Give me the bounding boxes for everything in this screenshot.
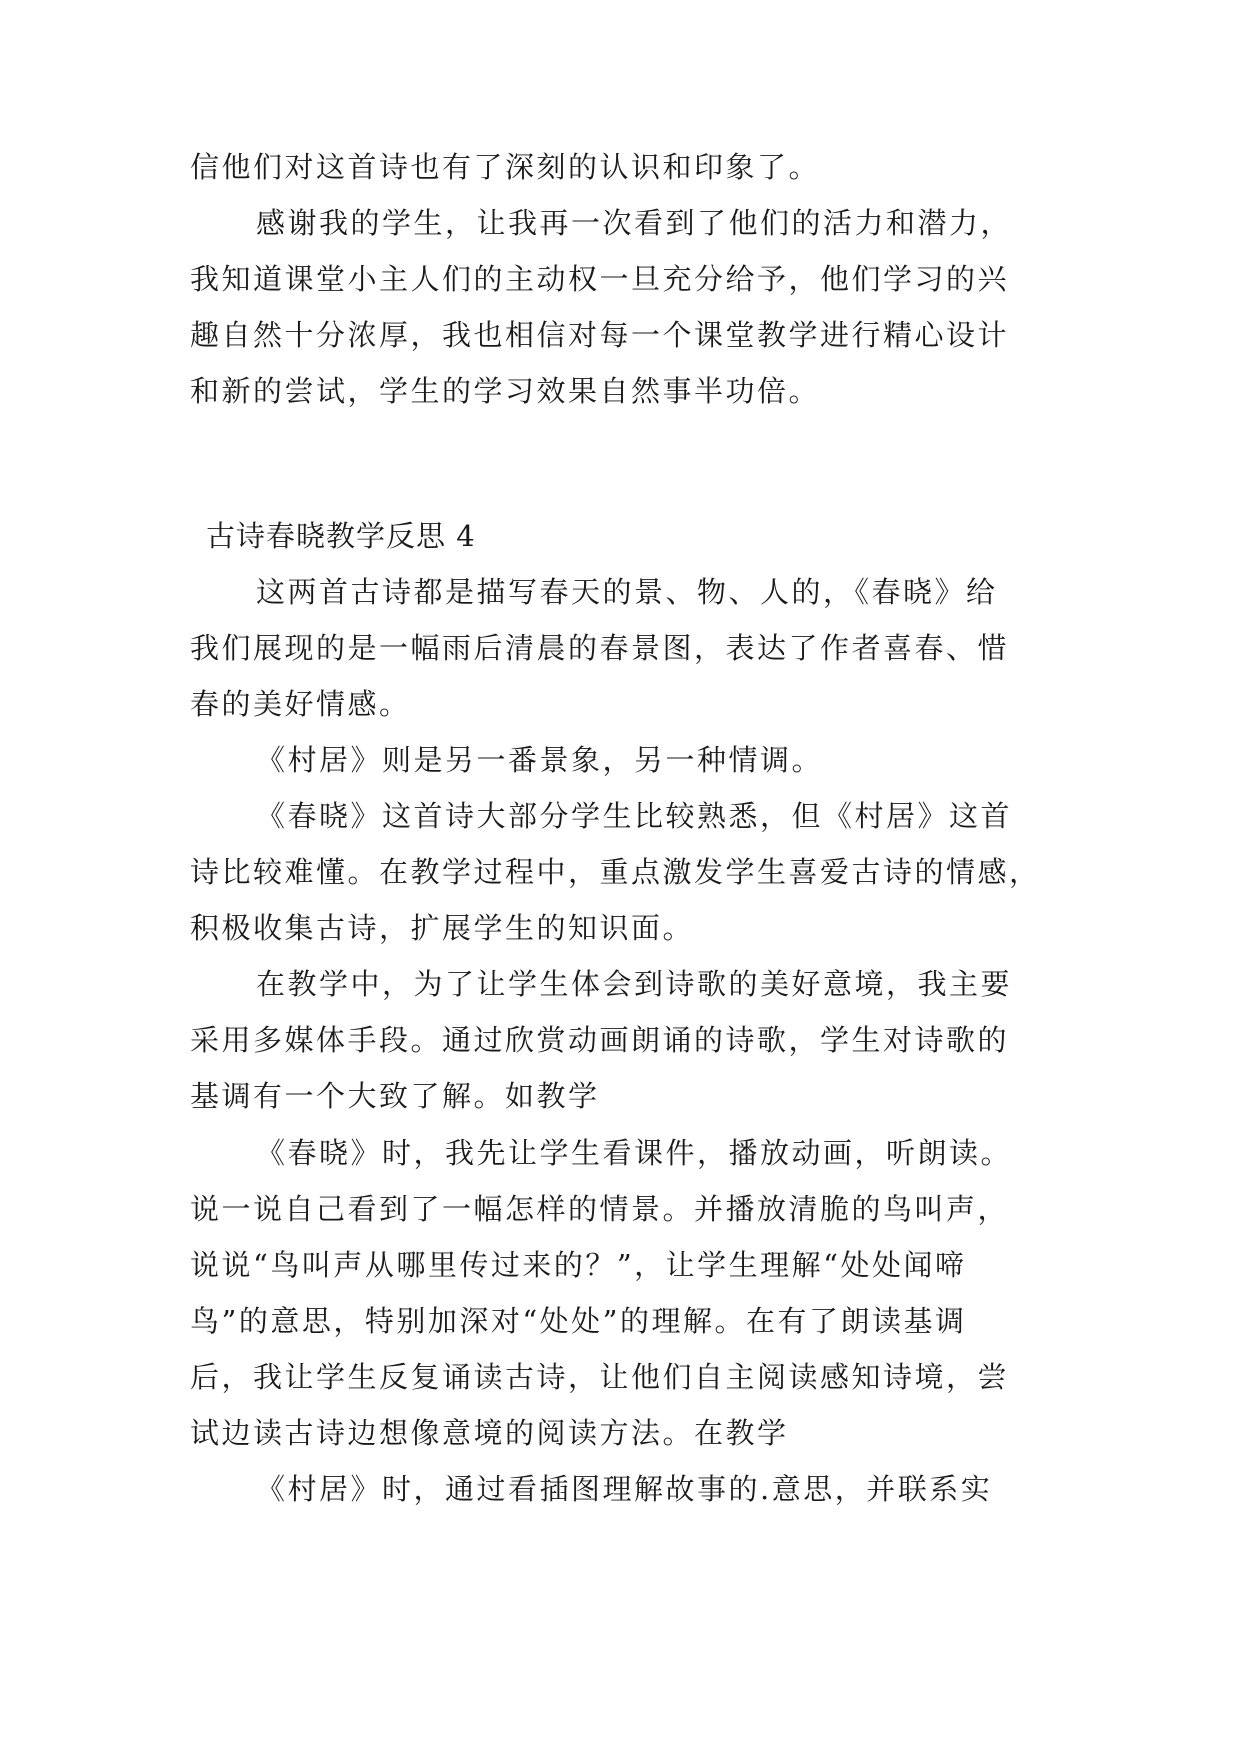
paragraph-line: 《春晓》时，我先让学生看课件，播放动画，听朗读。	[256, 1136, 1013, 1170]
paragraph-line: 说说“鸟叫声从哪里传过来的？”，让学生理解“处处闻啼	[190, 1248, 967, 1282]
paragraph-line: 积极收集古诗，扩展学生的知识面。	[190, 911, 695, 945]
paragraph-line: 趣自然十分浓厚，我也相信对每一个课堂教学进行精心设计	[190, 318, 1010, 352]
paragraph-line: 鸟”的意思，特别加深对“处处”的理解。在有了朗读基调	[190, 1304, 967, 1338]
paragraph-line: 在教学中，为了让学生体会到诗歌的美好意境，我主要	[256, 967, 1013, 1001]
paragraph-line: 春的美好情感。	[190, 687, 411, 721]
paragraph-line: 《村居》则是另一番景象，另一种情调。	[256, 743, 824, 777]
paragraph-line: 诗比较难懂。在教学过程中，重点激发学生喜爱古诗的情感，	[190, 855, 1041, 889]
paragraph-line: 和新的尝试，学生的学习效果自然事半功倍。	[190, 374, 821, 408]
paragraph-line: 说一说自己看到了一幅怎样的情景。并播放清脆的鸟叫声，	[190, 1192, 1010, 1226]
paragraph-line: 《春晓》这首诗大部分学生比较熟悉，但《村居》这首	[256, 799, 1013, 833]
paragraph-line: 后，我让学生反复诵读古诗，让他们自主阅读感知诗境，尝	[190, 1360, 1010, 1394]
paragraph-line: 这两首古诗都是描写春天的景、物、人的，《春晓》给	[256, 575, 998, 609]
paragraph-line: 采用多媒体手段。通过欣赏动画朗诵的诗歌，学生对诗歌的	[190, 1023, 1010, 1057]
section-heading: 古诗春晓教学反思 4	[206, 519, 476, 553]
paragraph-line: 基调有一个大致了解。如教学	[190, 1079, 600, 1113]
paragraph-line: 《村居》时，通过看插图理解故事的.意思，并联系实	[256, 1472, 993, 1506]
paragraph-line: 信他们对这首诗也有了深刻的认识和印象了。	[190, 150, 821, 184]
paragraph-line: 感谢我的学生，让我再一次看到了他们的活力和潜力，	[256, 206, 1013, 240]
paragraph-line: 试边读古诗边想像意境的阅读方法。在教学	[190, 1416, 789, 1450]
paragraph-line: 我们展现的是一幅雨后清晨的春景图，表达了作者喜春、惜	[190, 631, 1010, 665]
paragraph-line: 我知道课堂小主人们的主动权一旦充分给予，他们学习的兴	[190, 262, 1010, 296]
